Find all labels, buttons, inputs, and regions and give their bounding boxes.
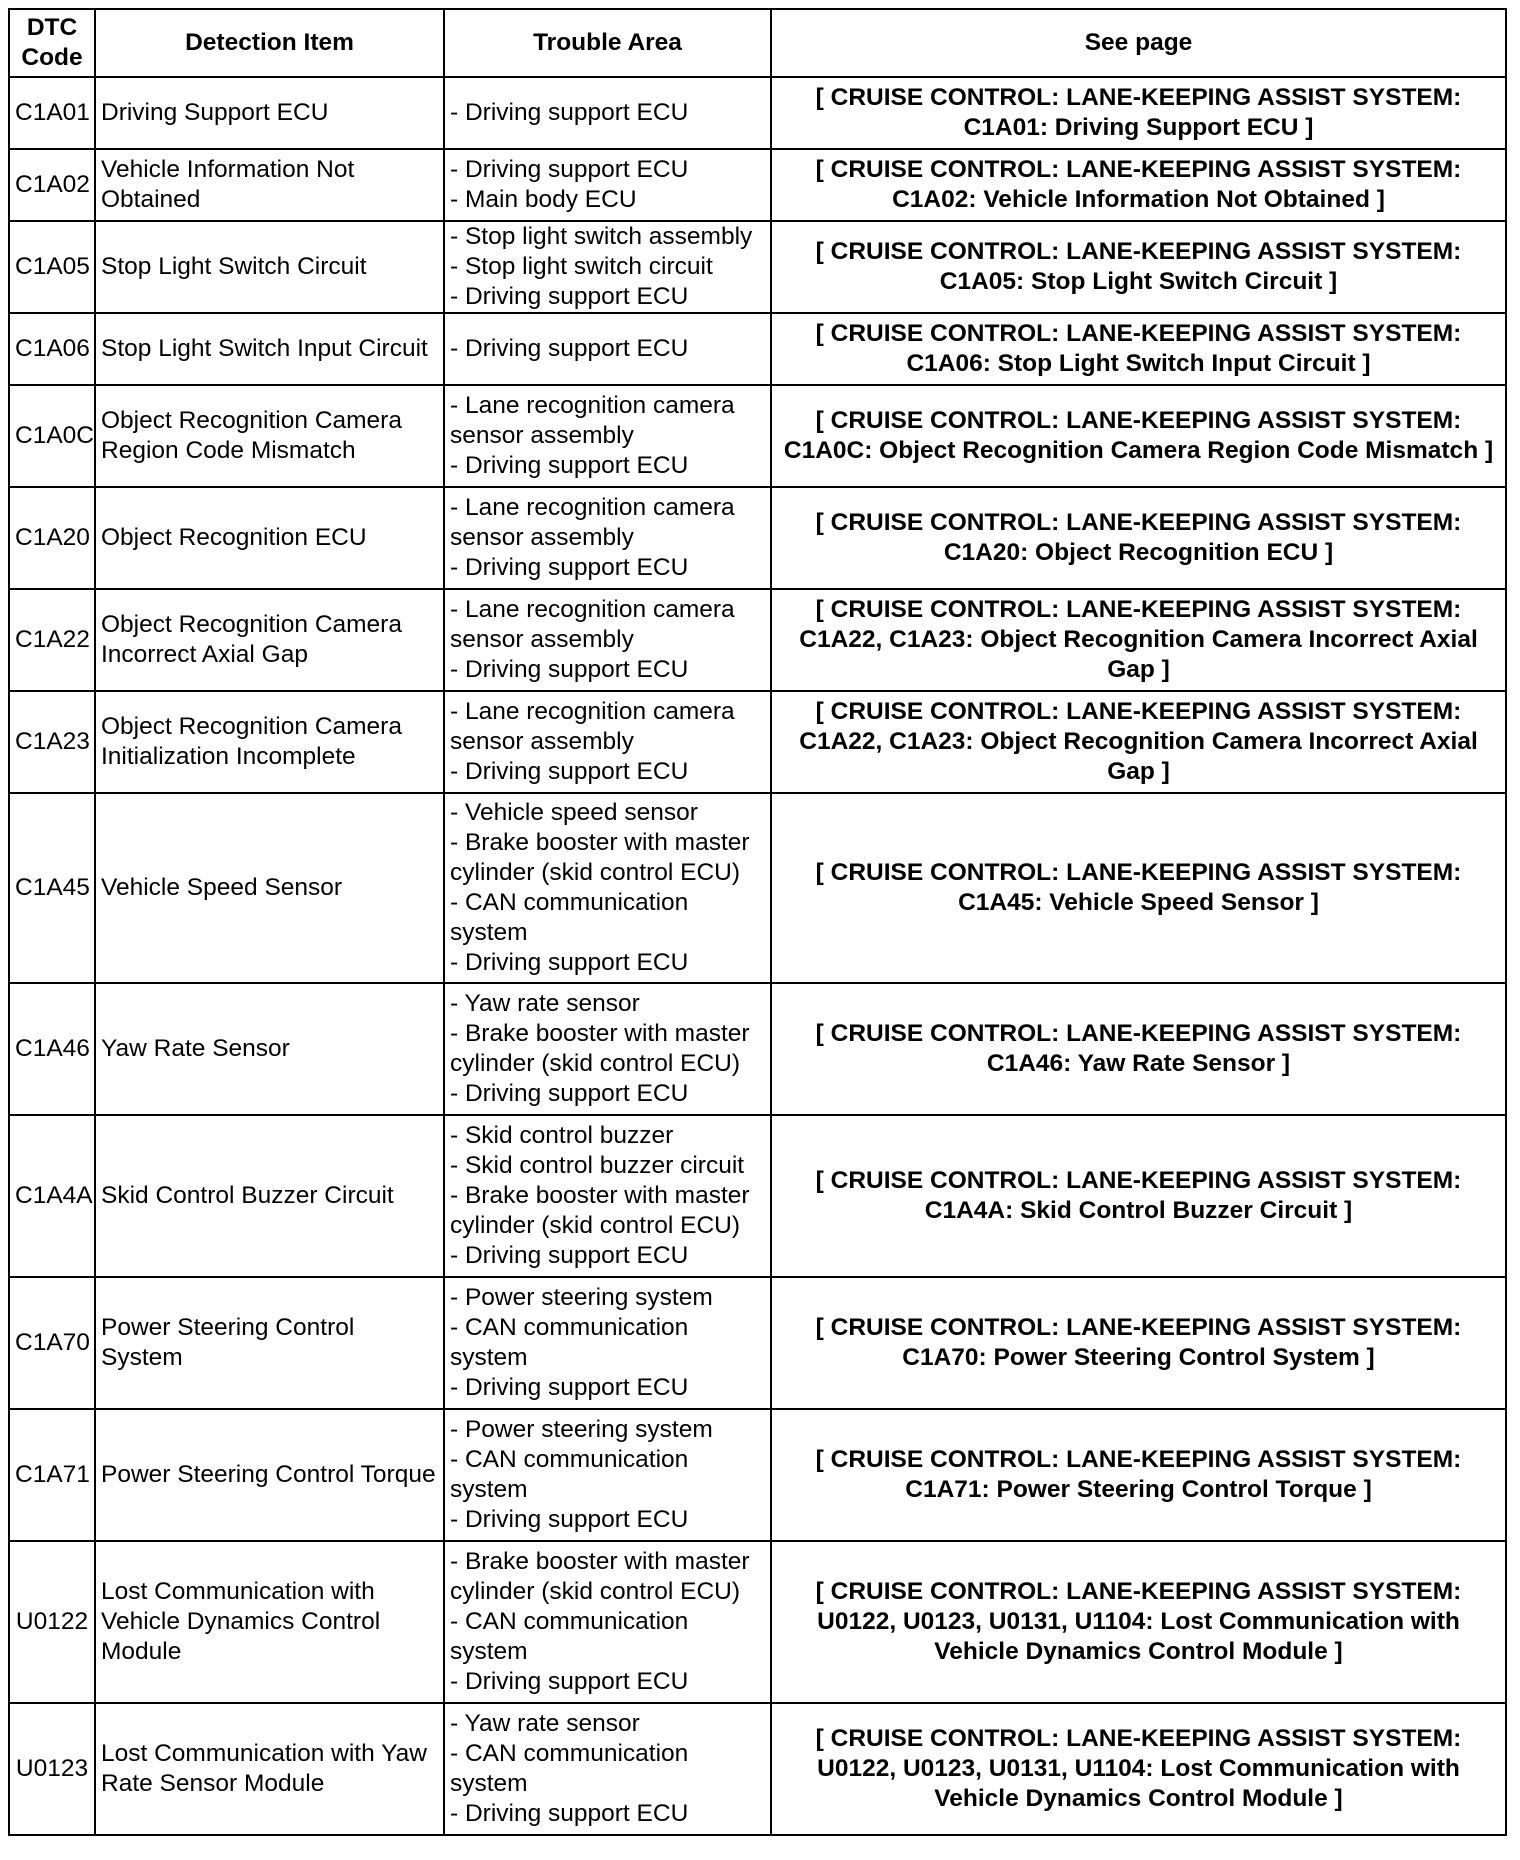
see-page-link[interactable]: [ CRUISE CONTROL: LANE-KEEPING ASSIST SYSTEM: C1A45: Vehicle Speed Sensor ] <box>771 793 1506 983</box>
detection-item-cell: Power Steering Control System <box>95 1277 444 1409</box>
trouble-area-line: - Skid control buzzer <box>450 1122 674 1149</box>
dtc-code-cell: C1A06 <box>9 313 95 385</box>
trouble-area-line: - Driving support ECU <box>450 1080 689 1107</box>
table-row <box>9 1703 1506 1835</box>
trouble-area-line: - Driving support ECU <box>450 949 689 976</box>
trouble-area-line: - Main body ECU <box>450 186 637 213</box>
see-page-link[interactable]: [ CRUISE CONTROL: LANE-KEEPING ASSIST SYSTEM: C1A22, C1A23: Object Recognition Camera Incorrect Axial Gap ] <box>771 589 1506 691</box>
trouble-area-line: - Driving support ECU <box>450 1668 689 1695</box>
trouble-area-line: - Driving support ECU <box>450 758 689 785</box>
trouble-area-cell <box>444 313 771 385</box>
detection-item-cell: Object Recognition Camera Initialization Incomplete <box>95 691 444 793</box>
trouble-area-line: - Stop light switch assembly <box>450 223 753 250</box>
trouble-area-line: - Lane recognition camera sensor assembly <box>450 596 735 653</box>
trouble-area-cell <box>444 1115 771 1277</box>
trouble-area-line: - CAN communication system <box>450 1314 689 1371</box>
trouble-area-line: - Vehicle speed sensor <box>450 799 698 826</box>
trouble-area-line: - Driving support ECU <box>450 283 689 310</box>
trouble-area-line: - Driving support ECU <box>450 156 689 183</box>
see-page-link[interactable]: [ CRUISE CONTROL: LANE-KEEPING ASSIST SYSTEM: C1A71: Power Steering Control Torque ] <box>771 1409 1506 1541</box>
trouble-area-cell <box>444 691 771 793</box>
trouble-area-line: - Brake booster with master cylinder (skid control ECU) <box>450 1182 750 1239</box>
detection-item-cell: Lost Communication with Vehicle Dynamics Control Module <box>95 1541 444 1703</box>
detection-item-cell: Driving Support ECU <box>95 77 444 149</box>
table-row <box>9 313 1506 385</box>
dtc-code-cell: C1A22 <box>9 589 95 691</box>
trouble-area-line: - Driving support ECU <box>450 452 689 479</box>
detection-item-cell: Power Steering Control Torque <box>95 1409 444 1541</box>
trouble-area-line: - Lane recognition camera sensor assembly <box>450 494 735 551</box>
dtc-code-cell: C1A23 <box>9 691 95 793</box>
table-row <box>9 983 1506 1115</box>
header-see-page: See page <box>771 9 1506 77</box>
table-row <box>9 221 1506 313</box>
detection-item-cell: Object Recognition Camera Region Code Mismatch <box>95 385 444 487</box>
trouble-area-line: - Driving support ECU <box>450 335 689 362</box>
trouble-area-line: - Driving support ECU <box>450 656 689 683</box>
trouble-area-line: - Lane recognition camera sensor assembly <box>450 392 735 449</box>
see-page-link[interactable]: [ CRUISE CONTROL: LANE-KEEPING ASSIST SYSTEM: C1A06: Stop Light Switch Input Circuit ] <box>771 313 1506 385</box>
header-detection-item: Detection Item <box>95 9 444 77</box>
trouble-area-line: - Driving support ECU <box>450 1800 689 1827</box>
detection-item-cell: Stop Light Switch Circuit <box>95 221 444 313</box>
trouble-area-line: - Lane recognition camera sensor assembly <box>450 698 735 755</box>
dtc-code-cell: C1A45 <box>9 793 95 983</box>
trouble-area-cell <box>444 487 771 589</box>
dtc-code-cell: C1A0C <box>9 385 95 487</box>
trouble-area-line: - Yaw rate sensor <box>450 990 640 1017</box>
dtc-code-cell: C1A4A <box>9 1115 95 1277</box>
trouble-area-line: - Power steering system <box>450 1284 713 1311</box>
see-page-link[interactable]: [ CRUISE CONTROL: LANE-KEEPING ASSIST SYSTEM: C1A05: Stop Light Switch Circuit ] <box>771 221 1506 313</box>
trouble-area-cell <box>444 149 771 221</box>
dtc-code-cell: C1A01 <box>9 77 95 149</box>
table-row <box>9 589 1506 691</box>
trouble-area-line: - Driving support ECU <box>450 554 689 581</box>
trouble-area-line: - Power steering system <box>450 1416 713 1443</box>
trouble-area-cell <box>444 793 771 983</box>
header-trouble-area: Trouble Area <box>444 9 771 77</box>
see-page-link[interactable]: [ CRUISE CONTROL: LANE-KEEPING ASSIST SYSTEM: C1A46: Yaw Rate Sensor ] <box>771 983 1506 1115</box>
dtc-code-cell: C1A70 <box>9 1277 95 1409</box>
detection-item-cell: Vehicle Information Not Obtained <box>95 149 444 221</box>
table-row <box>9 149 1506 221</box>
table-row <box>9 385 1506 487</box>
trouble-area-line: - Driving support ECU <box>450 99 689 126</box>
detection-item-cell: Lost Communication with Yaw Rate Sensor Module <box>95 1703 444 1835</box>
trouble-area-line: - Driving support ECU <box>450 1374 689 1401</box>
table-row <box>9 1115 1506 1277</box>
detection-item-cell: Yaw Rate Sensor <box>95 983 444 1115</box>
trouble-area-cell <box>444 77 771 149</box>
see-page-link[interactable]: [ CRUISE CONTROL: LANE-KEEPING ASSIST SYSTEM: C1A22, C1A23: Object Recognition Camera Incorrect Axial Gap ] <box>771 691 1506 793</box>
trouble-area-line: - Skid control buzzer circuit <box>450 1152 745 1179</box>
trouble-area-line: - CAN communication system <box>450 889 689 946</box>
table-header-row <box>9 9 1506 77</box>
dtc-code-cell: C1A02 <box>9 149 95 221</box>
trouble-area-line: - CAN communication system <box>450 1446 689 1503</box>
dtc-code-cell: C1A71 <box>9 1409 95 1541</box>
table-row <box>9 487 1506 589</box>
see-page-link[interactable]: [ CRUISE CONTROL: LANE-KEEPING ASSIST SYSTEM: C1A4A: Skid Control Buzzer Circuit ] <box>771 1115 1506 1277</box>
trouble-area-line: - CAN communication system <box>450 1740 689 1797</box>
trouble-area-cell <box>444 385 771 487</box>
trouble-area-line: - Brake booster with master cylinder (skid control ECU) <box>450 1020 750 1077</box>
see-page-link[interactable]: [ CRUISE CONTROL: LANE-KEEPING ASSIST SYSTEM: C1A0C: Object Recognition Camera Region Code Mismatch ] <box>771 385 1506 487</box>
see-page-link[interactable]: [ CRUISE CONTROL: LANE-KEEPING ASSIST SYSTEM: C1A02: Vehicle Information Not Obtained ] <box>771 149 1506 221</box>
trouble-area-line: - Brake booster with master cylinder (skid control ECU) <box>450 829 750 886</box>
trouble-area-line: - Brake booster with master cylinder (skid control ECU) <box>450 1548 750 1605</box>
see-page-link[interactable]: [ CRUISE CONTROL: LANE-KEEPING ASSIST SYSTEM: U0122, U0123, U0131, U1104: Lost Communication with Vehicle Dynamics Control Module ] <box>771 1703 1506 1835</box>
table-row <box>9 1541 1506 1703</box>
trouble-area-line: - Driving support ECU <box>450 1242 689 1269</box>
trouble-area-line: - Driving support ECU <box>450 1506 689 1533</box>
table-row <box>9 1409 1506 1541</box>
see-page-link[interactable]: [ CRUISE CONTROL: LANE-KEEPING ASSIST SYSTEM: U0122, U0123, U0131, U1104: Lost Communication with Vehicle Dynamics Control Module ] <box>771 1541 1506 1703</box>
detection-item-cell: Stop Light Switch Input Circuit <box>95 313 444 385</box>
see-page-link[interactable]: [ CRUISE CONTROL: LANE-KEEPING ASSIST SYSTEM: C1A70: Power Steering Control System ] <box>771 1277 1506 1409</box>
table-row <box>9 793 1506 983</box>
dtc-code-cell: U0123 <box>9 1703 95 1835</box>
trouble-area-line: - CAN communication system <box>450 1608 689 1665</box>
table-row <box>9 1277 1506 1409</box>
trouble-area-cell <box>444 221 771 313</box>
detection-item-cell: Object Recognition ECU <box>95 487 444 589</box>
see-page-link[interactable]: [ CRUISE CONTROL: LANE-KEEPING ASSIST SYSTEM: C1A20: Object Recognition ECU ] <box>771 487 1506 589</box>
table-row <box>9 77 1506 149</box>
detection-item-cell: Vehicle Speed Sensor <box>95 793 444 983</box>
header-dtc-code: DTC Code <box>9 9 95 77</box>
see-page-link[interactable]: [ CRUISE CONTROL: LANE-KEEPING ASSIST SYSTEM: C1A01: Driving Support ECU ] <box>771 77 1506 149</box>
table-row <box>9 691 1506 793</box>
trouble-area-cell <box>444 1277 771 1409</box>
dtc-code-cell: U0122 <box>9 1541 95 1703</box>
trouble-area-line: - Yaw rate sensor <box>450 1710 640 1737</box>
dtc-code-cell: C1A46 <box>9 983 95 1115</box>
trouble-area-cell <box>444 983 771 1115</box>
trouble-area-cell <box>444 1409 771 1541</box>
trouble-area-cell <box>444 1541 771 1703</box>
dtc-code-cell: C1A20 <box>9 487 95 589</box>
trouble-area-cell <box>444 1703 771 1835</box>
dtc-table-container <box>8 8 1507 1836</box>
detection-item-cell: Object Recognition Camera Incorrect Axial Gap <box>95 589 444 691</box>
trouble-area-cell <box>444 589 771 691</box>
dtc-table <box>8 8 1507 1836</box>
trouble-area-line: - Stop light switch circuit <box>450 253 713 280</box>
detection-item-cell: Skid Control Buzzer Circuit <box>95 1115 444 1277</box>
dtc-code-cell: C1A05 <box>9 221 95 313</box>
